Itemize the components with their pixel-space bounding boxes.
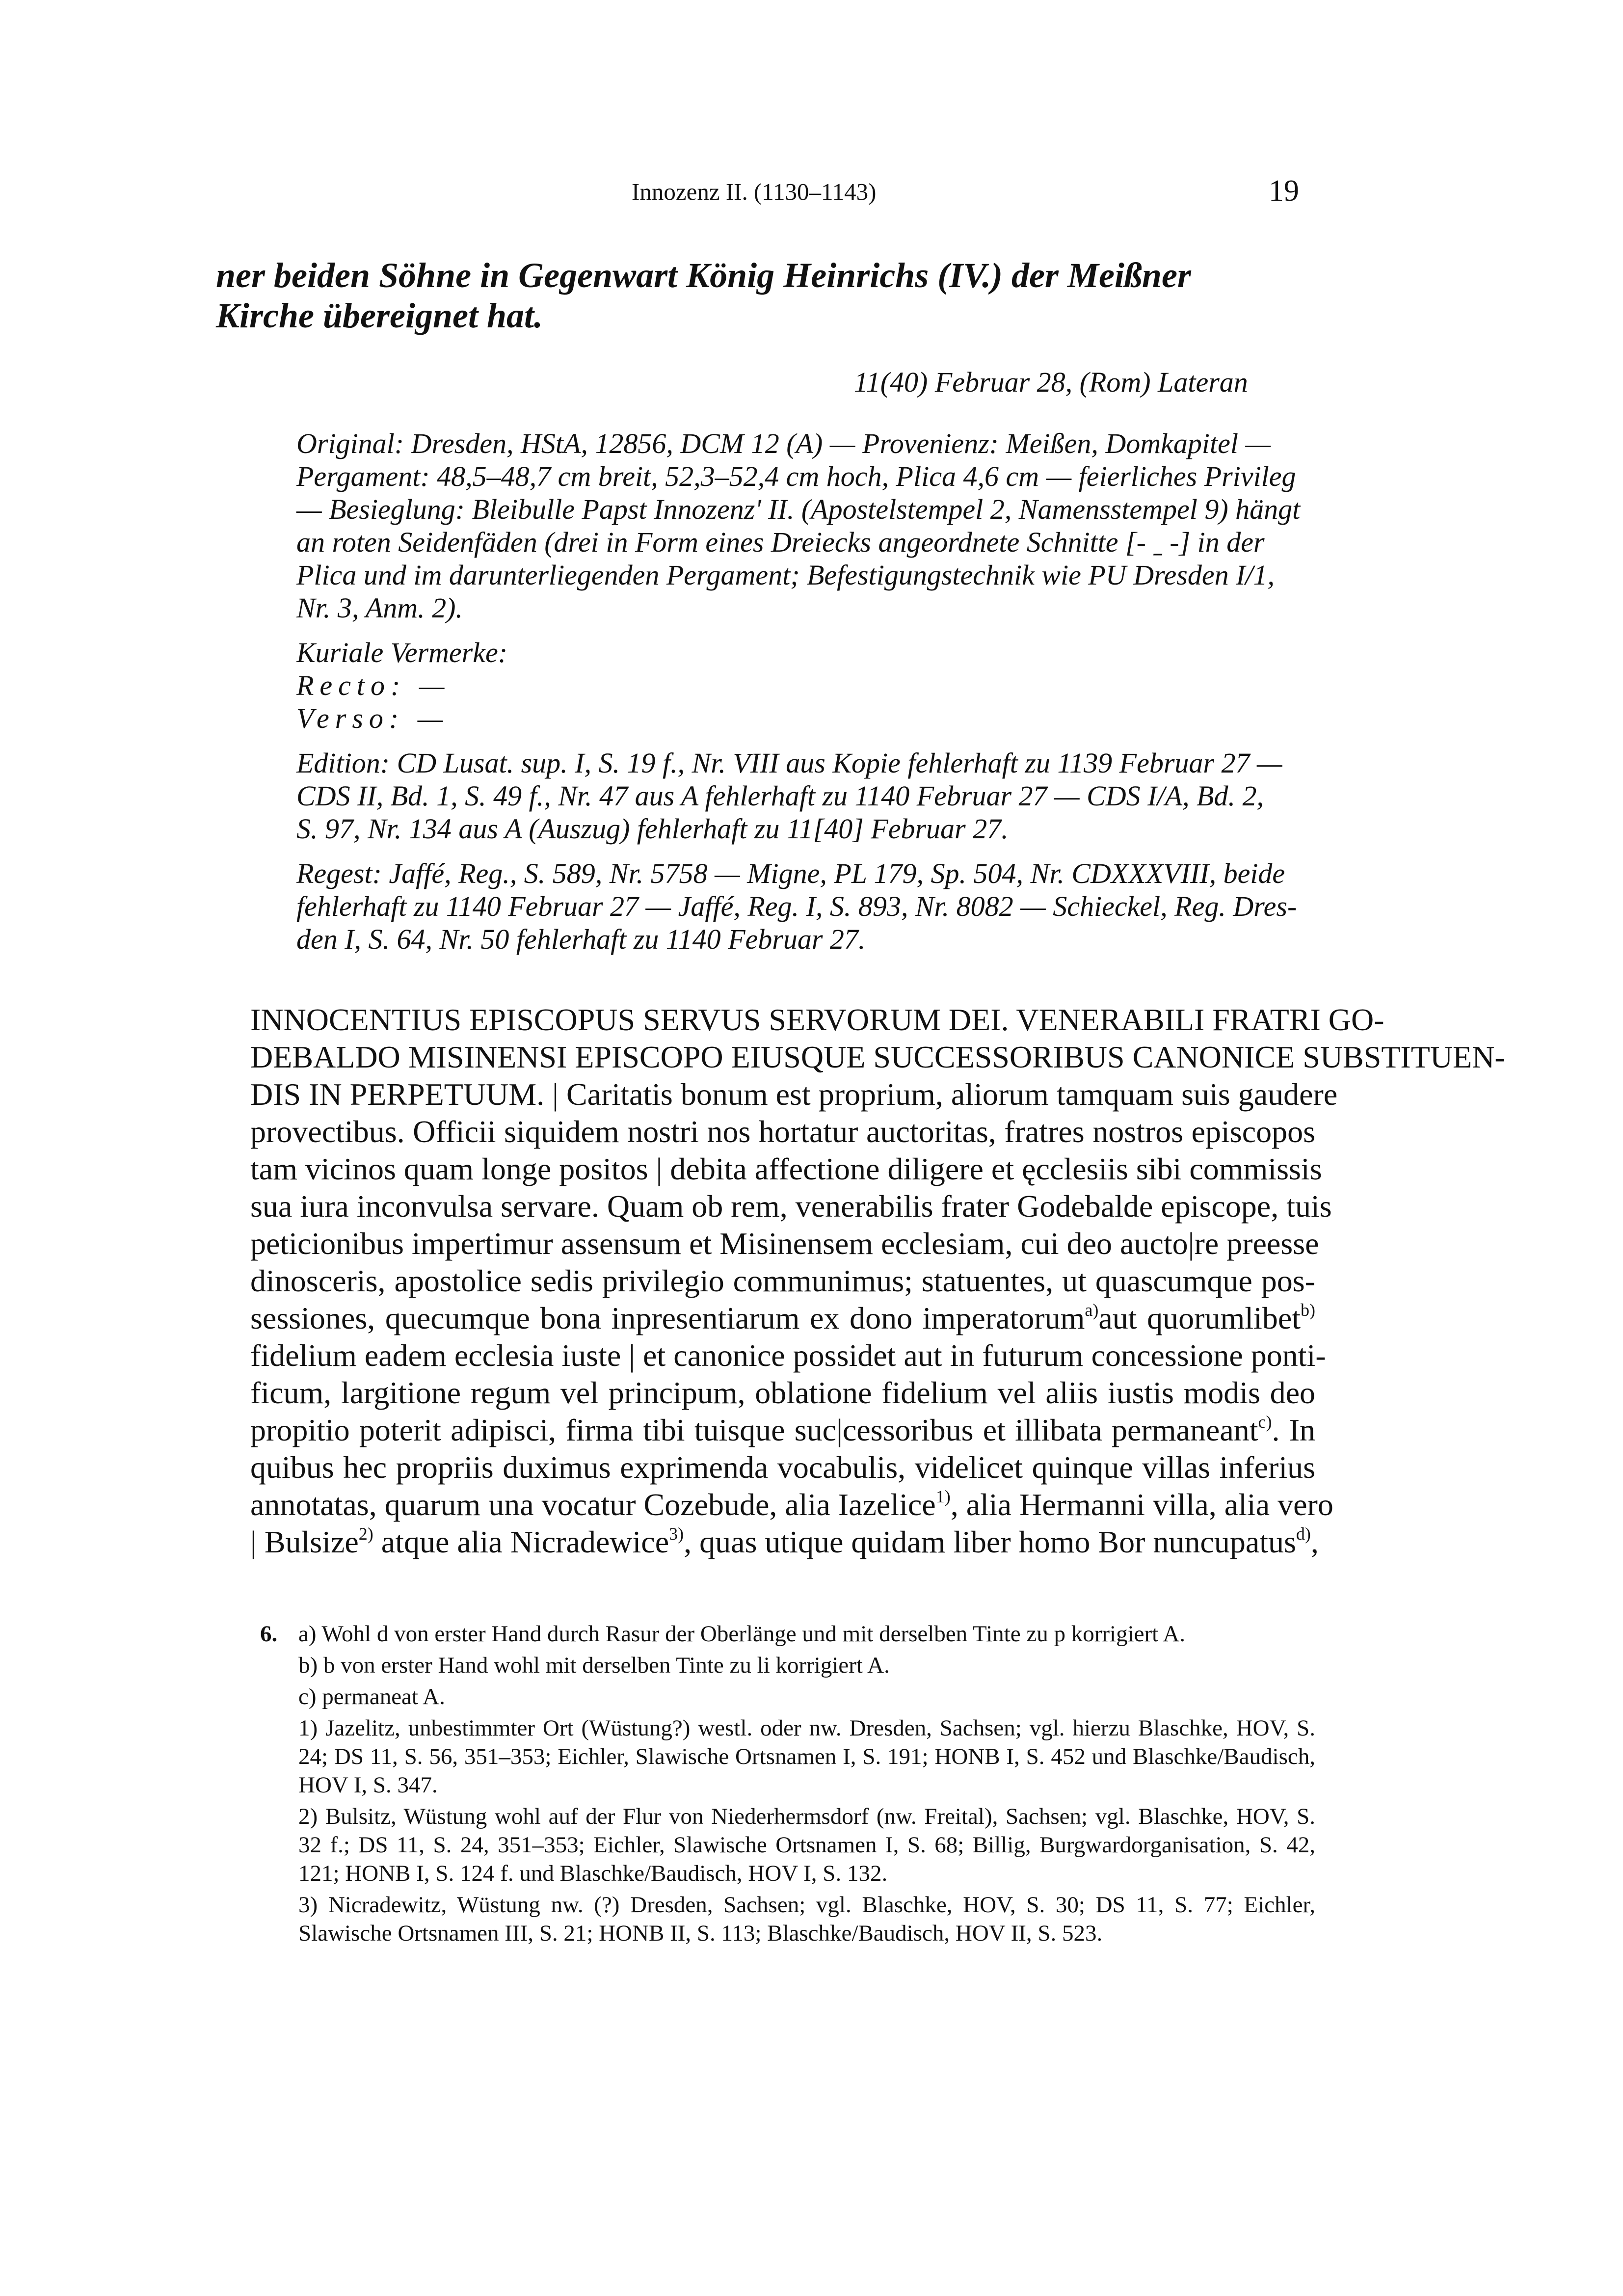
original-description [296, 427, 1313, 624]
text-line: quibus hec propriis duximus exprimenda vocabulis, videlicet quinque villas inferius [250, 1450, 1315, 1485]
footnote-mark: a) [1085, 1300, 1099, 1320]
regest-line: den I, S. 64, Nr. 50 fehlerhaft zu 1140 Februar 27. [296, 923, 866, 955]
text-line: fidelium eadem ecclesia iuste | et canonice possidet aut in futurum concessione ponti- [250, 1338, 1326, 1373]
text-segment: , [1310, 1524, 1319, 1559]
text-line [250, 1412, 1315, 1449]
apparatus-line: Nr. 3, Anm. 2). [296, 592, 463, 624]
main-text [250, 1001, 1505, 1561]
text-line [250, 1300, 1315, 1337]
footnote-mark: 2) [358, 1524, 373, 1544]
apparatus-line: Original: Dresden, HStA, 12856, DCM 12 (A) — Provenienz: Meißen, Domkapitel — [296, 427, 1271, 459]
footnote: 2) Bulsitz, Wüstung wohl auf der Flur von Niederhermsdorf (nw. Freital), Sachsen; vgl. Blaschke, HOV, S. 32 f.; DS 11, S. 24, 351–353; Eichler, Slawische Ortsnamen I, S. 68; Billig, Burgwardorganisation, S. 42, 121; HONB I, S. 124 f. und Blaschke/Baudisch, HOV I, S. 132. [298, 1804, 1315, 1886]
footnote-mark: b) [1301, 1300, 1316, 1320]
text-line: tam vicinos quam longe positos | debita affectione diligere et ęcclesiis sibi commissis [250, 1151, 1322, 1186]
text-segment: | Bulsize [250, 1524, 359, 1559]
text-line: sua iura inconvulsa servare. Quam ob rem, venerabilis frater Godebalde episcope, tuis [250, 1189, 1332, 1224]
regest-line: fehlerhaft zu 1140 Februar 27 — Jaffé, Reg. I, S. 893, Nr. 8082 — Schieckel, Reg. Dres- [296, 890, 1297, 922]
text-line [250, 1523, 1319, 1561]
text-line: INNOCENTIUS EPISCOPUS SERVUS SERVORUM DEI. VENERABILI FRATRI GO- [250, 1002, 1384, 1037]
text-segment: , quas utique quidam liber homo Bor nuncupatus [684, 1524, 1296, 1559]
regest-line: Regest: Jaffé, Reg., S. 589, Nr. 5758 — Migne, PL 179, Sp. 504, Nr. CDXXXVIII, beide [296, 857, 1285, 889]
edition-line: CDS II, Bd. 1, S. 49 f., Nr. 47 aus A fehlerhaft zu 1140 Februar 27 — CDS I/A, Bd. 2, [296, 780, 1264, 812]
edition [296, 747, 1313, 845]
text-line: provectibus. Officii siquidem nostri nos hortatur auctoritas, fratres nostros episcopos [250, 1114, 1315, 1149]
text-segment: . In [1272, 1413, 1316, 1447]
footnote: 1) Jazelitz, unbestimmter Ort (Wüstung?) westl. oder nw. Dresden, Sachsen; vgl. hierzu Blaschke, HOV, S. 24; DS 11, S. 56, 351–353; Eichler, Slawische Ortsnamen I, S. 191; HONB I, S. 452 und Blaschke/Baudisch, HOV I, S. 347. [298, 1715, 1315, 1798]
section-number: 6. [260, 1621, 278, 1647]
text-segment: atque alia Nicradewice [373, 1524, 669, 1559]
apparatus-line: — Besieglung: Bleibulle Papst Innozenz' II. (Apostelstempel 2, Namensstempel 9) hängt [296, 493, 1301, 525]
running-head: Innozenz II. (1130–1143) [632, 178, 877, 205]
text-line [250, 1486, 1333, 1523]
text-segment: sessiones, quecumque bona inpresentiarum ex dono imperatorum [250, 1301, 1085, 1335]
page-number: 19 [1269, 174, 1299, 208]
text-segment: , alia Hermanni villa, alia vero [950, 1487, 1333, 1522]
apparatus [296, 427, 1313, 967]
kuriale-vermerke [296, 636, 1313, 735]
text-segment: annotatas, quarum una vocatur Cozebude, alia Iazelice [250, 1487, 936, 1522]
footnote: 3) Nicradewitz, Wüstung nw. (?) Dresden, Sachsen; vgl. Blaschke, HOV, S. 30; DS 11, S. 77; Eichler, Slawische Ortsnamen III, S. 21; HONB II, S. 113; Blaschke/Baudisch, HOV II, S. 523. [298, 1892, 1315, 1946]
footnotes [260, 1620, 1315, 1950]
document-title: ner beiden Söhne in Gegenwart König Heinrichs (IV.) der Meißner Kirche übereignet hat. [216, 256, 1191, 335]
footnote: b) b von erster Hand wohl mit derselben Tinte zu li korrigiert A. [298, 1653, 890, 1678]
footnote-mark: 3) [669, 1524, 684, 1544]
footnote: c) permaneat A. [298, 1684, 445, 1709]
footnote: a) Wohl d von erster Hand durch Rasur der Oberlänge und mit derselben Tinte zu p korrigiert A. [298, 1621, 1186, 1647]
verso: Verso: — [296, 702, 449, 734]
text-line: dinosceris, apostolice sedis privilegio communimus; statuentes, ut quascumque pos- [250, 1263, 1315, 1298]
apparatus-line: an roten Seidenfäden (drei in Form eines Dreiecks angeordnete Schnitte [- ˍ -] in der [296, 526, 1265, 558]
text-line: DIS IN PERPETUUM. | Caritatis bonum est proprium, aliorum tamquam suis gaudere [250, 1077, 1338, 1112]
text-segment: aut quorumlibet [1098, 1301, 1301, 1335]
text-line: peticionibus impertimur assensum et Misinensem ecclesiam, cui deo aucto|re preesse [250, 1226, 1319, 1261]
edition-line: S. 97, Nr. 134 aus A (Auszug) fehlerhaft zu 11[40] Februar 27. [296, 813, 1009, 845]
kuriale-label: Kuriale Vermerke: [296, 637, 508, 668]
footnote-mark: d) [1296, 1524, 1311, 1544]
apparatus-line: Pergament: 48,5–48,7 cm breit, 52,3–52,4 cm hoch, Plica 4,6 cm — feierliches Privileg [296, 460, 1296, 492]
apparatus-line: Plica und im darunterliegenden Pergament; Befestigungstechnik wie PU Dresden I/1, [296, 559, 1275, 591]
footnote-mark: c) [1258, 1412, 1272, 1432]
text-segment: propitio poterit adipisci, firma tibi tuisque suc|cessoribus et illibata permaneant [250, 1413, 1258, 1447]
text-line: DEBALDO MISINENSI EPISCOPO EIUSQUE SUCCESSORIBUS CANONICE SUBSTITUEN- [250, 1040, 1505, 1074]
recto: Recto: — [296, 669, 451, 701]
footnote-mark: 1) [935, 1487, 951, 1506]
dateline: 11(40) Februar 28, (Rom) Lateran [854, 366, 1248, 398]
text-line: ficum, largitione regum vel principum, oblatione fidelium vel aliis iustis modis deo [250, 1375, 1315, 1410]
edition-line: Edition: CD Lusat. sup. I, S. 19 f., Nr. VIII aus Kopie fehlerhaft zu 1139 Februar 27 — [296, 747, 1282, 779]
regest [296, 857, 1313, 956]
